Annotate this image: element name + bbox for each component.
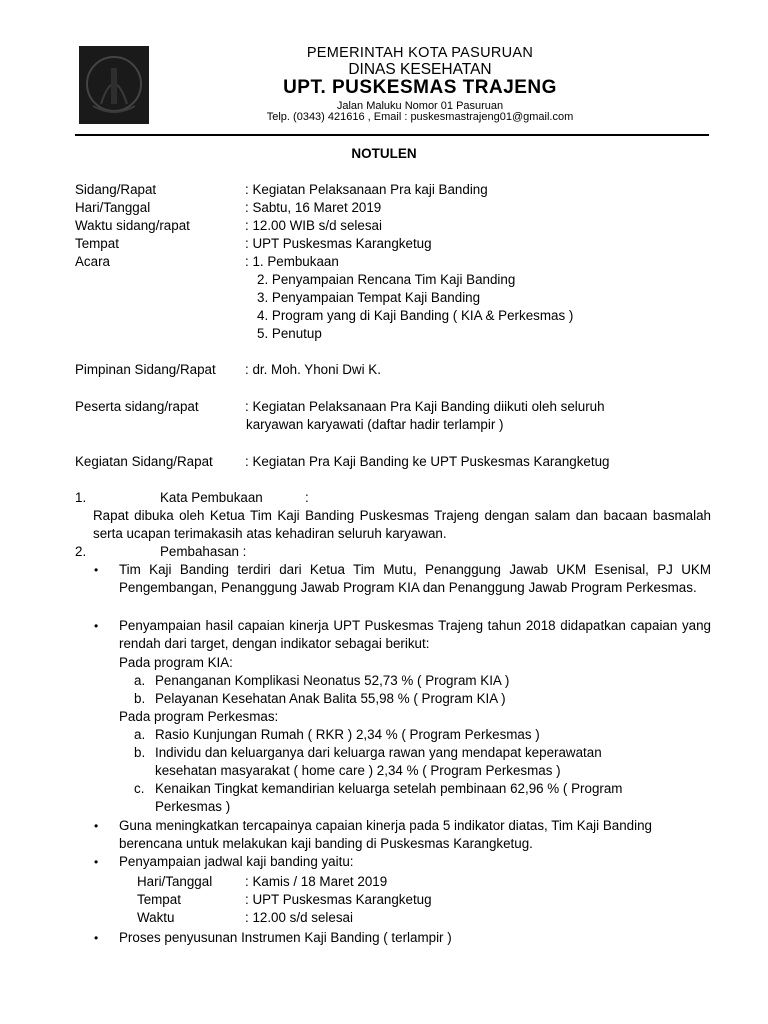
meta-value: : 12.00 WIB s/d selesai <box>245 218 382 233</box>
meta-label: Tempat <box>75 236 119 251</box>
section-title: Pembahasan : <box>160 544 247 559</box>
schedule-value: : UPT Puskesmas Karangketug <box>245 892 432 907</box>
government-name: PEMERINTAH KOTA PASURUAN <box>306 45 534 61</box>
section-number: 1. <box>75 490 87 505</box>
section-number: 2. <box>75 544 87 559</box>
list-marker: c. <box>134 781 145 796</box>
schedule-value: : 12.00 s/d selesai <box>245 910 353 925</box>
agenda-item: 5. Penutup <box>257 326 322 341</box>
bullet-icon: • <box>94 619 99 633</box>
meta-row-hari <box>75 199 715 217</box>
meta-value: : Kegiatan Pelaksanaan Pra Kaji Banding diikuti oleh seluruh <box>245 399 605 414</box>
meta-label: Acara <box>75 254 110 269</box>
schedule-label: Tempat <box>137 892 181 907</box>
discussion-point: Proses penyusunan Instrumen Kaji Banding ( terlampir ) <box>119 930 452 945</box>
meta-value: : UPT Puskesmas Karangketug <box>245 236 432 251</box>
list-marker: a. <box>134 727 146 742</box>
meta-row-acara <box>75 253 715 271</box>
agenda-item: 2. Penyampaian Rencana Tim Kaji Banding <box>257 272 516 287</box>
meta-label: Pimpinan Sidang/Rapat <box>75 362 216 377</box>
section-colon: : <box>305 490 309 505</box>
list-marker: b. <box>134 745 146 760</box>
agenda-item: 3. Penyampaian Tempat Kaji Banding <box>257 290 481 305</box>
list-marker: b. <box>134 691 146 706</box>
city-emblem-logo <box>79 46 149 124</box>
agenda-item: : 1. Pembukaan <box>245 254 339 269</box>
bullet-icon: • <box>94 819 99 833</box>
indicator-item: Pelayanan Kesehatan Anak Balita 55,98 % ( Program KIA ) <box>155 691 506 706</box>
address-line: Jalan Maluku Nomor 01 Pasuruan <box>336 100 504 112</box>
letterhead-divider <box>75 134 709 136</box>
meta-value: : dr. Moh. Yhoni Dwi K. <box>245 362 381 377</box>
section-title: Kata Pembukaan <box>160 490 263 505</box>
indicator-item-continued: kesehatan masyarakat ( home care ) 2,34 % ( Program Perkesmas ) <box>155 763 561 778</box>
schedule-label: Waktu <box>137 910 175 925</box>
bullet-icon: • <box>94 563 99 577</box>
meta-row-sidang <box>75 181 715 199</box>
indicator-item: Individu dan keluarganya dari keluarga rawan yang mendapat keperawatan <box>155 745 602 760</box>
indicator-item: Kenaikan Tingkat kemandirian keluarga setelah pembinaan 62,96 % ( Program <box>155 781 623 796</box>
department-name: DINAS KESEHATAN <box>348 61 492 78</box>
meta-value-continued: karyawan karyawati (daftar hadir terlampir ) <box>246 417 504 432</box>
schedule-label: Hari/Tanggal <box>137 874 213 889</box>
indicator-item-continued: Perkesmas ) <box>155 799 231 814</box>
institution-name: UPT. PUSKESMAS TRAJENG <box>283 77 557 98</box>
schedule-value: : Kamis / 18 Maret 2019 <box>245 874 388 889</box>
meta-value: : Sabtu, 16 Maret 2019 <box>245 200 382 215</box>
subheading-kia: Pada program KIA: <box>119 655 233 670</box>
meta-value: : Kegiatan Pelaksanaan Pra kaji Banding <box>245 182 488 197</box>
bullet-icon: • <box>94 855 99 869</box>
meta-label: Sidang/Rapat <box>75 182 157 197</box>
opening-paragraph: Rapat dibuka oleh Ketua Tim Kaji Banding Puskesmas Trajeng dengan salam dan bacaan basmalah serta ucapan terimakasih atas kehadiran seluruh karyawan. <box>93 508 711 542</box>
meta-label: Waktu sidang/rapat <box>75 218 190 233</box>
meta-label: Kegiatan Sidang/Rapat <box>75 454 213 469</box>
list-marker: a. <box>134 673 146 688</box>
document-title: NOTULEN <box>351 146 417 161</box>
contact-line: Telp. (0343) 421616 , Email : puskesmastrajeng01@gmail.com <box>266 111 574 123</box>
meta-row-peserta <box>75 398 715 416</box>
discussion-point: Tim Kaji Banding terdiri dari Ketua Tim Mutu, Penanggung Jawab UKM Esenisal, PJ UKM Pengembangan, Penanggung Jawab Program KIA dan Penanggung Jawab Program Perkesmas. <box>119 562 711 596</box>
discussion-point: Guna meningkatkan tercapainya capaian kinerja pada 5 indikator diatas, Tim Kaji Banding berencana untuk melakukan kaji banding di Puskesmas Karangketug. <box>119 818 652 852</box>
meta-row-waktu <box>75 217 715 235</box>
indicator-item: Penanganan Komplikasi Neonatus 52,73 % ( Program KIA ) <box>155 673 510 688</box>
discussion-point: Penyampaian jadwal kaji banding yaitu: <box>119 854 354 869</box>
bullet-icon: • <box>94 931 99 945</box>
discussion-point: Penyampaian hasil capaian kinerja UPT Puskesmas Trajeng tahun 2018 didapatkan capaian yang rendah dari target, dengan indikator sebagai berikut: <box>119 618 711 652</box>
agenda-item: 4. Program yang di Kaji Banding ( KIA & Perkesmas ) <box>257 308 574 323</box>
meta-row-pimpinan <box>75 361 715 379</box>
meta-label: Peserta sidang/rapat <box>75 399 199 414</box>
emblem-icon <box>79 46 149 124</box>
meta-row-tempat <box>75 235 715 253</box>
meta-label: Hari/Tanggal <box>75 200 151 215</box>
subheading-perkesmas: Pada program Perkesmas: <box>119 709 279 724</box>
meta-row-kegiatan <box>75 453 715 471</box>
meta-value: : Kegiatan Pra Kaji Banding ke UPT Puskesmas Karangketug <box>245 454 610 469</box>
indicator-item: Rasio Kunjungan Rumah ( RKR ) 2,34 % ( Program Perkesmas ) <box>155 727 540 742</box>
